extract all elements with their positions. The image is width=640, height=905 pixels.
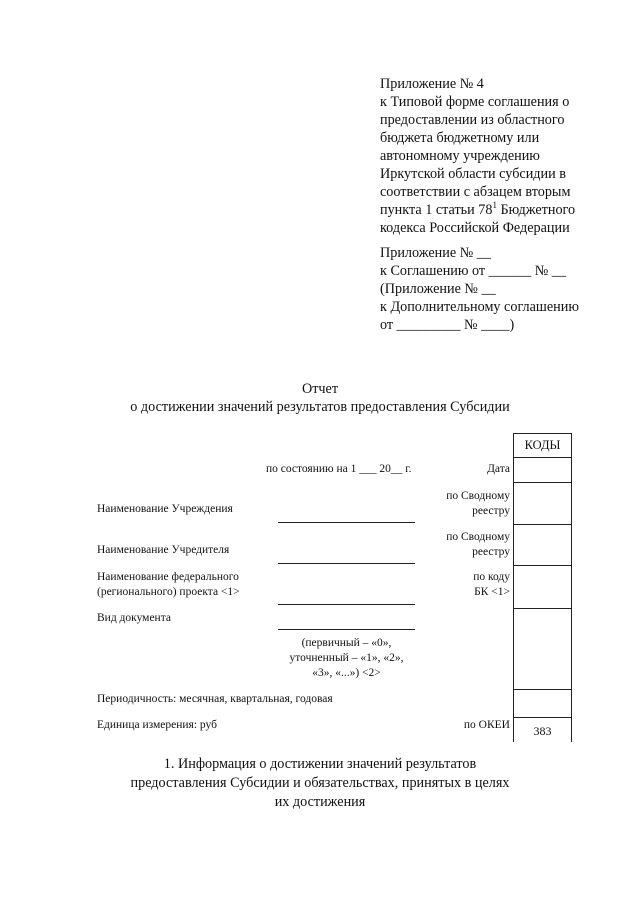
date-label: Дата: [487, 463, 510, 475]
hint-line: уточненный – «1», «2»,: [289, 652, 404, 664]
agreement-line: от _________ № ____): [380, 317, 515, 333]
appendix-header: [380, 75, 630, 237]
appendix-line: кодекса Российской Федерации: [380, 220, 570, 236]
appendix-line: соответствии с абзацем вторым: [380, 184, 571, 200]
code-cell-registry-2[interactable]: [514, 525, 571, 566]
hint-line: (первичный – «0»,: [301, 637, 392, 649]
bk-line: по коду: [473, 571, 510, 583]
section-1-heading: [0, 755, 640, 812]
okei-label: по ОКЕИ: [463, 719, 510, 731]
appendix-line: предоставлении из областного: [380, 112, 565, 128]
appendix-article-text: пункта 1 статьи 78: [380, 202, 493, 218]
registry-label-1: [446, 489, 510, 519]
code-cell-okei: 383: [533, 724, 552, 738]
registry-line: реестру: [472, 546, 510, 558]
doc-type-field[interactable]: [278, 629, 415, 630]
doc-type-hint: [278, 636, 415, 681]
registry-line: по Сводному: [446, 490, 510, 502]
codes-table: [513, 433, 572, 742]
appendix-line: Иркутской области субсидии в: [380, 166, 566, 182]
as-of-date-label: по состоянию на 1 ___ 20__ г.: [266, 463, 412, 475]
appendix-line-article: [380, 201, 630, 219]
agreement-appendix: [380, 244, 579, 334]
registry-label-2: [446, 530, 510, 560]
report-subtitle: о достижении значений результатов предоставления Субсидии: [130, 399, 510, 415]
institution-field[interactable]: [278, 522, 415, 523]
project-field[interactable]: [278, 604, 415, 605]
code-cell-date[interactable]: [514, 458, 571, 483]
project-line: (регионального) проекта <1>: [97, 586, 240, 598]
founder-label: Наименование Учредителя: [97, 544, 230, 556]
periodicity-label: Периодичность: месячная, квартальная, годовая: [97, 693, 333, 705]
appendix-line: бюджета бюджетному или: [380, 130, 540, 146]
section-line: 1. Информация о достижении значений результатов: [163, 756, 477, 772]
agreement-line: (Приложение № __: [380, 281, 496, 297]
bk-code-label: [473, 570, 510, 600]
codes-header: КОДЫ: [514, 434, 571, 458]
founder-field[interactable]: [278, 563, 415, 564]
code-cell-doc-type[interactable]: [514, 609, 571, 690]
section-line: предоставления Субсидии и обязательствах, принятых в целях: [130, 775, 510, 791]
hint-line: «3», «...») <2>: [312, 667, 381, 679]
registry-line: реестру: [472, 505, 510, 517]
code-cell-periodicity[interactable]: [514, 690, 571, 718]
agreement-line: к Соглашению от ______ № __: [380, 263, 567, 279]
appendix-line: автономному учреждению: [380, 148, 540, 164]
code-cell-registry-1[interactable]: [514, 483, 571, 525]
code-cell-bk[interactable]: [514, 566, 571, 609]
unit-label: Единица измерения: руб: [97, 719, 217, 731]
appendix-line: Приложение № 4: [380, 76, 484, 92]
project-line: Наименование федерального: [97, 571, 239, 583]
appendix-article-tail: Бюджетного: [496, 202, 576, 218]
report-title: Отчет: [301, 381, 339, 397]
appendix-line: к Типовой форме соглашения о: [380, 94, 570, 110]
agreement-line: Приложение № __: [380, 245, 491, 261]
registry-line: по Сводному: [446, 531, 510, 543]
project-label: [97, 570, 240, 600]
bk-line: БК <1>: [474, 586, 510, 598]
agreement-line: к Дополнительному соглашению: [380, 299, 579, 315]
article-superscript: 1: [492, 200, 497, 210]
institution-label: Наименование Учреждения: [97, 503, 233, 515]
doc-type-label: Вид документа: [97, 612, 171, 624]
section-line: их достижения: [274, 794, 366, 810]
